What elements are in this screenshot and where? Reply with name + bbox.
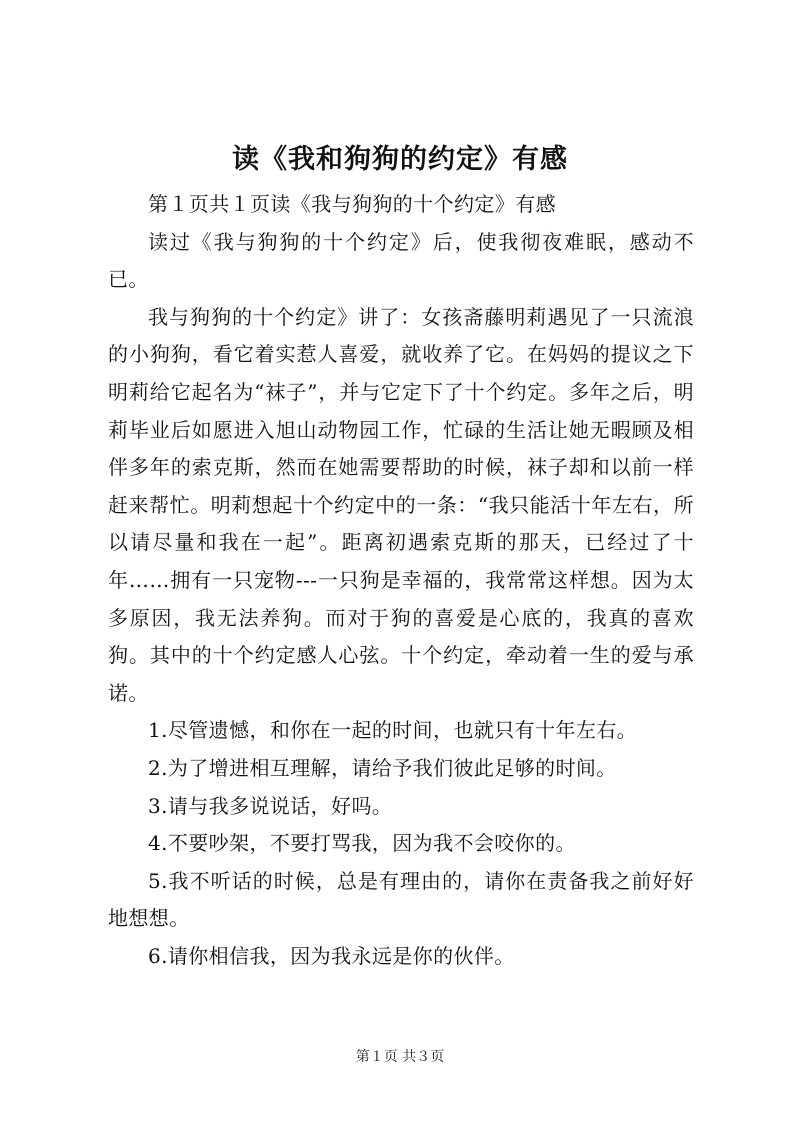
paragraph-intro: 读过《我与狗狗的十个约定》后，使我彻夜难眠，感动不已。 bbox=[108, 229, 694, 292]
promise-item-2: 2.为了增进相互理解，请给予我们彼此足够的时间。 bbox=[148, 755, 617, 780]
page-title: 读《我和狗狗的约定》有感 bbox=[232, 144, 568, 175]
promise-item-4: 4.不要吵架，不要打骂我，因为我不会咬你的。 bbox=[148, 831, 576, 856]
paragraph-story: 我与狗狗的十个约定》讲了：女孩斋藤明莉遇见了一只流浪的小狗狗，看它着实惹人喜爱，就收养了它。在妈妈的提议之下明莉给它起名为“袜子”，并与它定下了十个约定。多年之后，明莉毕业后如愿进入旭山动物园工作，忙碌的生活让她无暇顾及相伴多年的索克斯，然而在她需要帮助的时候，袜子却和以前一样赶来帮忙。明莉想起十个约定中的一条：“我只能活十年左右，所以请尽量和我在一起”。距离初遇索克斯的那天，已经过了十年……拥有一只宠物---一只狗是幸福的，我常常这样想。因为太多原因，我无法养狗。而对于狗的喜爱是心底的，我真的喜欢狗。其中的十个约定感人心弦。十个约定，牵动着一生的爱与承诺。 bbox=[108, 304, 694, 705]
document-body bbox=[108, 186, 694, 975]
promise-item-6: 6.请你相信我，因为我永远是你的伙伴。 bbox=[148, 943, 515, 968]
promise-item-3: 3.请与我多说说话，好吗。 bbox=[148, 793, 393, 818]
paragraph-page-header: 第１页共１页读《我与狗狗的十个约定》有感 bbox=[148, 192, 556, 216]
promise-item-1: 1.尽管遗憾，和你在一起的时间，也就只有十年左右。 bbox=[148, 718, 638, 743]
promise-item-5: 5.我不听话的时候，总是有理由的，请你在责备我之前好好地想想。 bbox=[108, 868, 694, 931]
page-footer: 第１页 共３页 bbox=[355, 1049, 445, 1065]
